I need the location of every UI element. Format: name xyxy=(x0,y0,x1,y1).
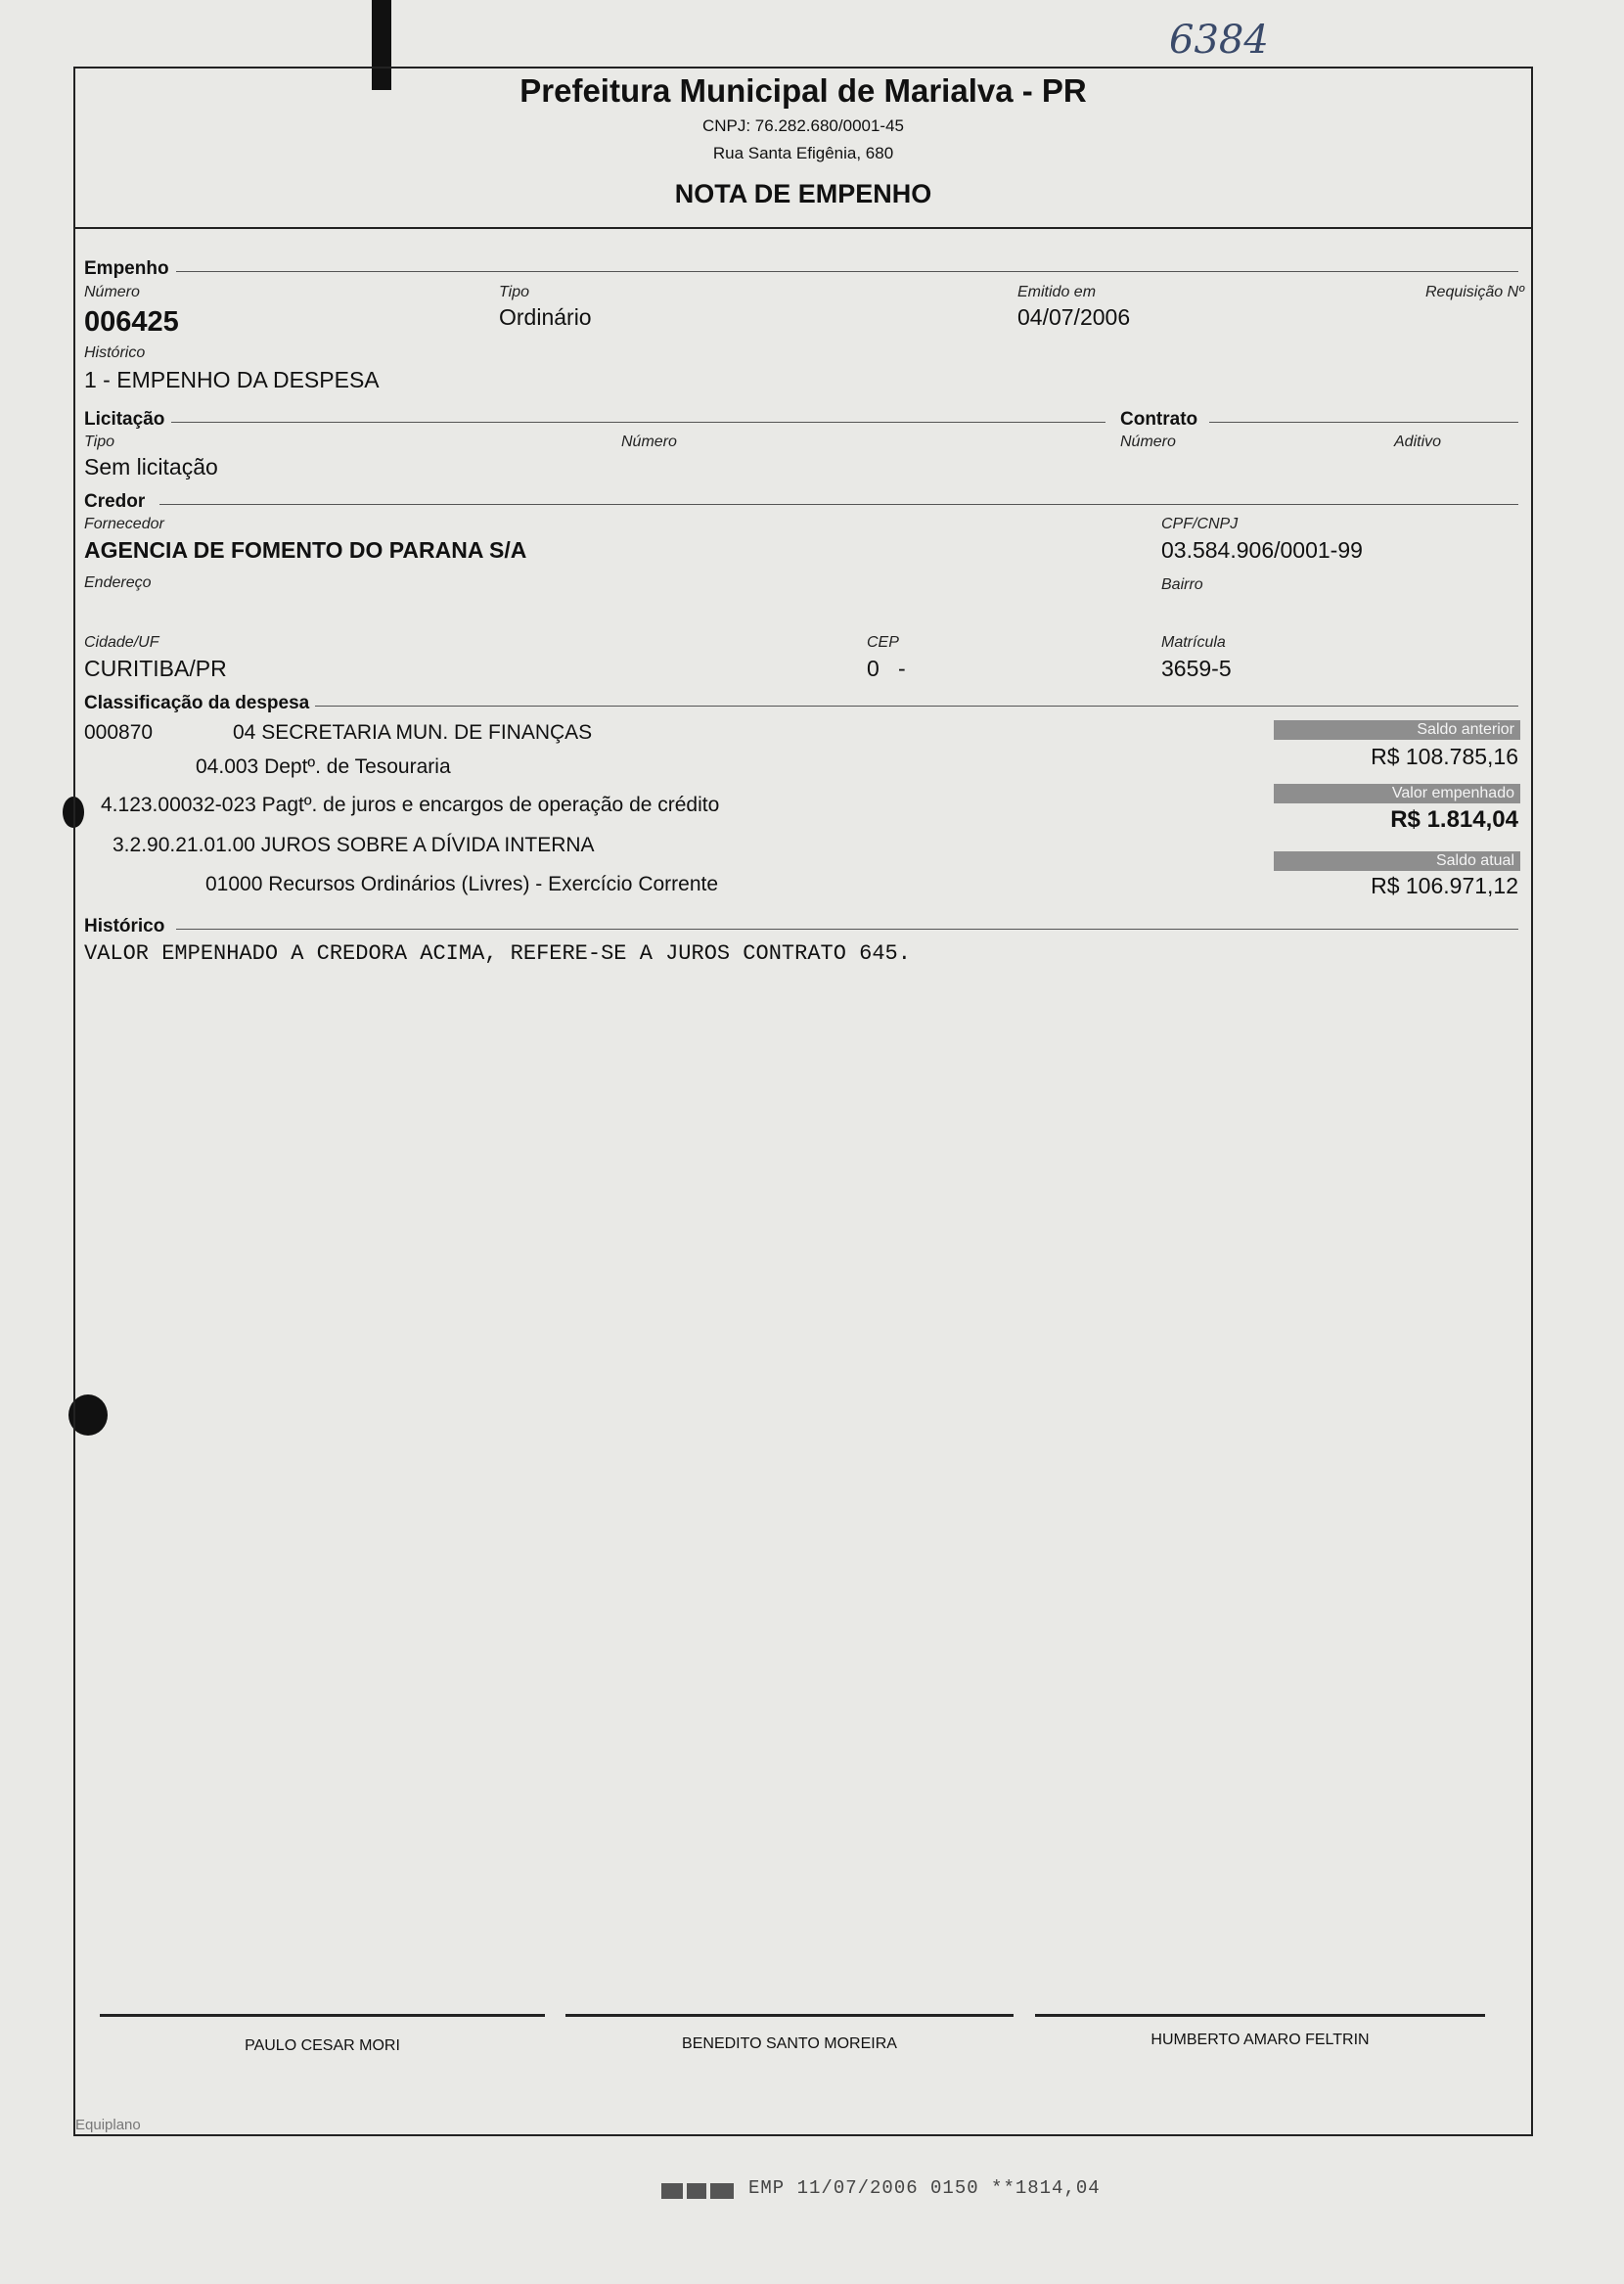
empenho-tipo: Ordinário xyxy=(499,304,592,330)
licitacao-tipo: Sem licitação xyxy=(84,454,218,480)
empenho-tipo-label: Tipo xyxy=(499,284,529,300)
footer-divider xyxy=(73,2134,1533,2136)
document-type-title: NOTA DE EMPENHO xyxy=(674,179,932,208)
classificacao-recurso: 01000 Recursos Ordinários (Livres) - Exercício Corrente xyxy=(205,873,719,895)
empenho-historico-label: Histórico xyxy=(84,344,146,361)
saldo-atual-value: R$ 106.971,12 xyxy=(1371,873,1518,898)
footer-brand: Equiplano xyxy=(75,2117,141,2133)
signature-line-2 xyxy=(565,2014,1014,2017)
signature-line-1 xyxy=(100,2014,545,2017)
empenho-historico: 1 - EMPENHO DA DESPESA xyxy=(84,367,380,392)
section-credor: Credor xyxy=(84,491,146,512)
section-rule xyxy=(1209,422,1518,423)
fornecedor-label: Fornecedor xyxy=(84,516,164,532)
empenho-numero: 006425 xyxy=(84,306,179,338)
section-empenho: Empenho xyxy=(84,258,169,279)
saldo-atual-label: Saldo atual xyxy=(1274,851,1520,871)
emitido-date: 04/07/2006 xyxy=(1017,304,1131,330)
section-rule xyxy=(171,422,1105,423)
contrato-numero-label: Número xyxy=(1120,434,1176,450)
signature-name-2: BENEDITO SANTO MOREIRA xyxy=(682,2035,897,2052)
cep-value: 0 - xyxy=(867,656,906,681)
classificacao-funcional: 4.123.00032-023 Pagtº. de juros e encargos de operação de crédito xyxy=(101,794,720,816)
saldo-anterior-value: R$ 108.785,16 xyxy=(1371,744,1518,769)
section-historico: Histórico xyxy=(84,916,165,936)
handwritten-document-number: 6384 xyxy=(1169,18,1269,63)
processing-stamp: EMP 11/07/2006 0150 **1814,04 xyxy=(748,2177,1101,2199)
header-cnpj: CNPJ: 76.282.680/0001-45 xyxy=(701,116,905,135)
page-title: Prefeitura Municipal de Marialva - PR xyxy=(519,72,1087,109)
cpf-cnpj-label: CPF/CNPJ xyxy=(1161,516,1239,532)
cidade-value: CURITIBA/PR xyxy=(84,656,227,681)
matricula-label: Matrícula xyxy=(1161,634,1226,651)
stamp-logo-icon xyxy=(661,2179,736,2203)
section-licitacao: Licitação xyxy=(84,409,165,430)
emitido-label: Emitido em xyxy=(1017,284,1097,300)
section-rule xyxy=(176,271,1518,272)
signature-name-1: PAULO CESAR MORI xyxy=(245,2037,400,2054)
valor-empenhado-value: R$ 1.814,04 xyxy=(1390,806,1518,833)
cidade-label: Cidade/UF xyxy=(84,634,159,651)
section-rule xyxy=(176,929,1518,930)
section-rule xyxy=(315,706,1518,707)
endereco-label: Endereço xyxy=(84,574,152,591)
classificacao-natureza: 3.2.90.21.01.00 JUROS SOBRE A DÍVIDA INTERNA xyxy=(113,834,595,856)
contrato-aditivo-label: Aditivo xyxy=(1394,434,1442,450)
header-divider xyxy=(73,227,1533,229)
cpf-cnpj-value: 03.584.906/0001-99 xyxy=(1161,537,1363,563)
saldo-anterior-label: Saldo anterior xyxy=(1274,720,1520,740)
signature-line-3 xyxy=(1035,2014,1485,2017)
classificacao-orgao: 04 SECRETARIA MUN. DE FINANÇAS xyxy=(233,721,593,744)
matricula-value: 3659-5 xyxy=(1161,656,1232,681)
cep-label: CEP xyxy=(867,634,899,651)
section-classificacao: Classificação da despesa xyxy=(84,693,310,713)
fornecedor-name: AGENCIA DE FOMENTO DO PARANA S/A xyxy=(84,537,527,563)
section-contrato: Contrato xyxy=(1120,409,1198,430)
classificacao-unidade: 04.003 Deptº. de Tesouraria xyxy=(196,755,451,778)
valor-empenhado-label: Valor empenhado xyxy=(1274,784,1520,803)
empenho-numero-label: Número xyxy=(84,284,140,300)
classificacao-code: 000870 xyxy=(84,721,154,744)
licitacao-tipo-label: Tipo xyxy=(84,434,114,450)
historico-text: VALOR EMPENHADO A CREDORA ACIMA, REFERE-SE A JUROS CONTRATO 645. xyxy=(84,941,911,966)
requisicao-label: Requisição Nº xyxy=(1425,284,1524,300)
signature-name-3: HUMBERTO AMARO FELTRIN xyxy=(1150,2032,1370,2048)
header-address: Rua Santa Efigênia, 680 xyxy=(712,144,894,162)
section-rule xyxy=(159,504,1518,505)
bairro-label: Bairro xyxy=(1161,576,1203,593)
licitacao-numero-label: Número xyxy=(621,434,677,450)
